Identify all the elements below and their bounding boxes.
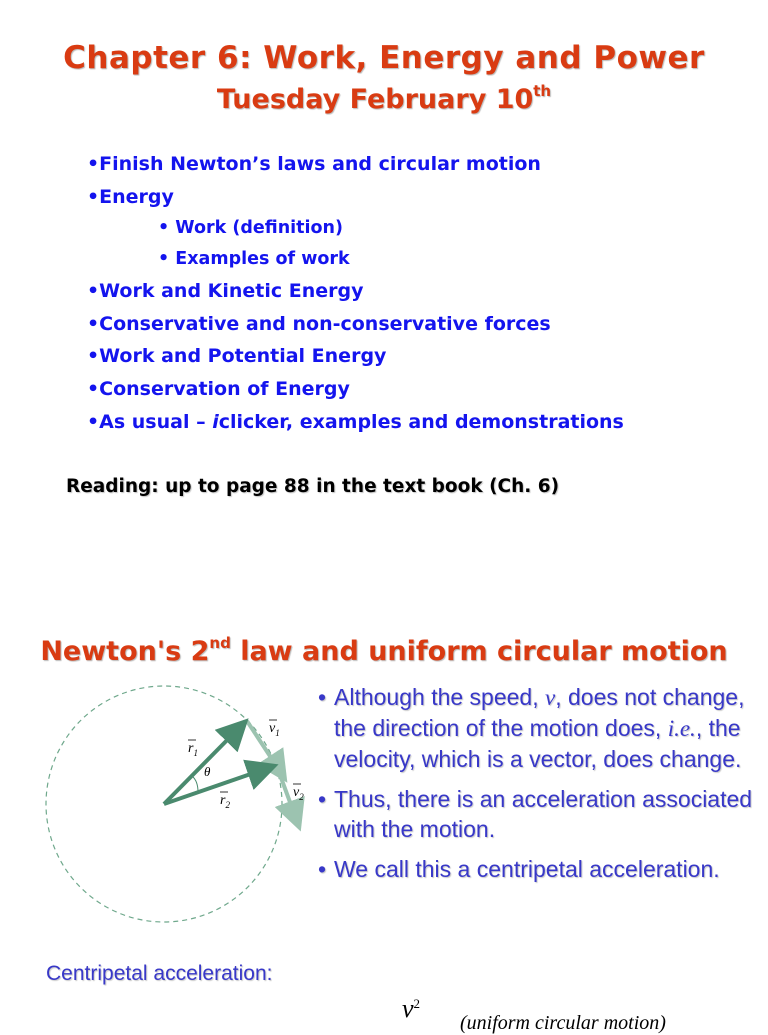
theta-label: θ bbox=[204, 764, 211, 779]
circular-motion-diagram bbox=[40, 684, 330, 948]
bullet-item bbox=[318, 854, 758, 884]
bullet-text: , does not change, the direction of the motion does, bbox=[334, 684, 745, 741]
bullet-text: We call this a centripetal acceleration. bbox=[334, 856, 720, 882]
agenda-item-prefix: •As usual – bbox=[87, 410, 213, 433]
bullet-dot: • bbox=[318, 856, 327, 882]
r1-label bbox=[188, 741, 198, 758]
agenda-item: •Conservation of Energy bbox=[87, 377, 350, 400]
v1-subscript: 1 bbox=[275, 728, 280, 738]
agenda-item bbox=[87, 406, 624, 439]
bullet-text: Thus, there is an acceleration associated with the motion. bbox=[334, 786, 753, 842]
agenda-item-suffix: clicker, examples and demonstrations bbox=[218, 410, 624, 433]
bullet-text: , the velocity, which is a vector, does change. bbox=[334, 715, 742, 772]
v2-subscript: 2 bbox=[299, 792, 304, 802]
agenda-item: •Conservative and non-conservative forces bbox=[87, 312, 551, 335]
bullet-list bbox=[318, 682, 758, 894]
formula-numerator bbox=[402, 994, 420, 1024]
agenda-item-emphasis: i bbox=[212, 410, 219, 433]
r2-label bbox=[220, 793, 230, 810]
title-part: Newton's 2 bbox=[40, 636, 210, 667]
bullet-dot: • bbox=[318, 684, 327, 710]
slide2-title bbox=[0, 636, 768, 667]
agenda-item: •Energy bbox=[87, 185, 174, 208]
formula-v: v bbox=[402, 994, 414, 1023]
reading-note: Reading: up to page 88 in the text book (Ch. 6) bbox=[66, 476, 560, 497]
r2-letter: r bbox=[220, 793, 226, 808]
agenda-subitem: • Examples of work bbox=[158, 249, 350, 270]
angle-arc bbox=[192, 776, 198, 792]
agenda-list bbox=[87, 148, 624, 438]
slide1-date bbox=[0, 84, 768, 115]
v2-label bbox=[293, 785, 304, 802]
r2-subscript: 2 bbox=[225, 800, 230, 810]
v1-letter: v bbox=[269, 721, 276, 736]
formula-note: (uniform circular motion) bbox=[460, 1012, 666, 1034]
bullet-item bbox=[318, 682, 758, 774]
v2-letter: v bbox=[293, 785, 300, 800]
bullet-text: Although the speed, bbox=[334, 684, 545, 710]
formula-exponent: 2 bbox=[413, 996, 421, 1011]
ie-abbreviation: i.e. bbox=[667, 716, 696, 741]
r1-subscript: 1 bbox=[193, 748, 198, 758]
title-part: law and uniform circular motion bbox=[230, 636, 728, 667]
agenda-item: •Work and Kinetic Energy bbox=[87, 280, 364, 303]
speed-symbol: v bbox=[545, 685, 556, 710]
date-text: Tuesday February 10 bbox=[216, 84, 534, 115]
centripetal-label: Centripetal acceleration: bbox=[46, 962, 273, 985]
slide1-title: Chapter 6: Work, Energy and Power bbox=[63, 40, 705, 76]
agenda-item: •Work and Potential Energy bbox=[87, 345, 387, 368]
date-suffix: th bbox=[533, 82, 552, 100]
agenda-item: •Finish Newton’s laws and circular motion bbox=[87, 153, 541, 175]
bullet-item bbox=[318, 784, 758, 844]
v1-label bbox=[269, 721, 280, 738]
agenda-subitem: • Work (definition) bbox=[158, 218, 344, 239]
title-superscript: nd bbox=[209, 634, 231, 652]
r1-letter: r bbox=[188, 741, 194, 756]
bullet-dot: • bbox=[318, 786, 327, 812]
